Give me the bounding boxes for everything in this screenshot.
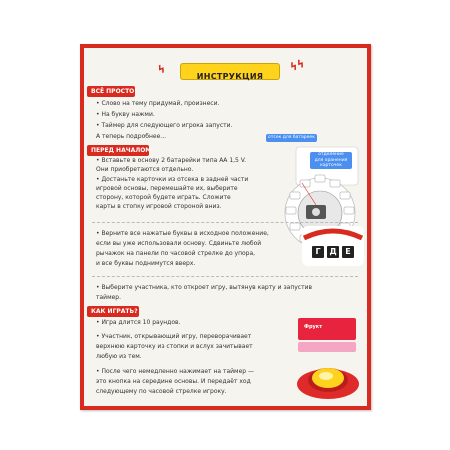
card-storage-tag	[310, 152, 352, 169]
text-line: • Достаньте карточки из отсека в задней части	[96, 176, 249, 183]
text-line: • Игра длится 10 раундов.	[96, 319, 181, 326]
text-line: сторону, которой будете играть. Сложите	[96, 194, 231, 201]
text-line: любую из тем.	[96, 353, 142, 360]
text-line: карты в стопку игровой стороной вниз.	[96, 203, 222, 210]
section-header-label: ПЕРЕД НАЧАЛОМ	[91, 147, 152, 154]
card-red	[298, 318, 356, 340]
text-line: следующему по часовой стрелке игроку.	[96, 388, 227, 395]
letter-key: Е	[342, 246, 354, 258]
section-header-how-to-play	[87, 306, 139, 317]
title-banner	[180, 63, 280, 80]
timer-button-drawing	[296, 360, 360, 400]
text-line: А теперь подробнее...	[96, 133, 167, 140]
lightning-bolt-icon: ϟ	[155, 62, 168, 77]
section-header-simple	[87, 86, 138, 97]
instruction-sheet	[80, 44, 371, 410]
divider	[92, 222, 358, 223]
divider	[92, 276, 358, 277]
tag-line: отделение	[318, 152, 344, 157]
text-line: игровой основы, перемешайте их, выберите	[96, 185, 238, 192]
page-title: ИНСТРУКЦИЯ	[196, 72, 264, 81]
card-label: Фрукт	[304, 324, 323, 330]
section-header-label: КАК ИГРАТЬ?	[91, 308, 138, 315]
timer-illustration	[296, 360, 360, 400]
text-line: рычажок на панели по часовой стрелке до упора,	[96, 250, 256, 257]
text-line: и все буквы поднимутся вверх.	[96, 260, 196, 267]
text-line: • Слово на тему придумай, произнеси.	[96, 100, 220, 107]
card-illustration	[298, 318, 356, 352]
text-line: таймер.	[96, 294, 122, 301]
text-line: • Вставьте в основу 2 батарейки типа АА 1,5 V.	[96, 157, 247, 164]
text-line: • Участник, открывающий игру, переворачивает	[96, 333, 252, 340]
text-line: это кнопка на середине основы. И передаёт ход	[96, 378, 251, 385]
letter-keys-illustration	[302, 226, 364, 266]
text-line: если вы уже использовали основу. Сдвиньте любой	[96, 240, 262, 247]
text-line: • Таймер для следующего игрока запусти.	[96, 122, 233, 129]
letter-key: Д	[327, 246, 339, 258]
text-line: • Выберите участника, кто откроет игру, вытянув карту и запустив	[96, 284, 313, 291]
text-line: • Верните все нажатые буквы в исходное положение,	[96, 230, 269, 237]
tag-line: карточек	[320, 163, 342, 168]
keys-ribbon	[302, 226, 364, 240]
card-pink	[298, 342, 356, 352]
section-header-before-start	[87, 145, 152, 156]
battery-compartment-tag: отсек для батареек	[268, 135, 315, 140]
letter-key: Г	[312, 246, 324, 258]
lightning-bolt-icon: ϟϟ	[288, 56, 307, 75]
tag-line: для хранения	[314, 157, 348, 163]
text-line: • После чего немедленно нажимает на таймер —	[96, 368, 254, 375]
text-line: • На букву нажми.	[96, 111, 155, 118]
section-header-label: ВСЁ ПРОСТО!	[91, 88, 138, 95]
sheet-inner	[84, 48, 367, 406]
text-line: Они приобретаются отдельно.	[96, 166, 194, 173]
text-line: верхнюю карточку из стопки и вслух зачитывает	[96, 343, 253, 350]
